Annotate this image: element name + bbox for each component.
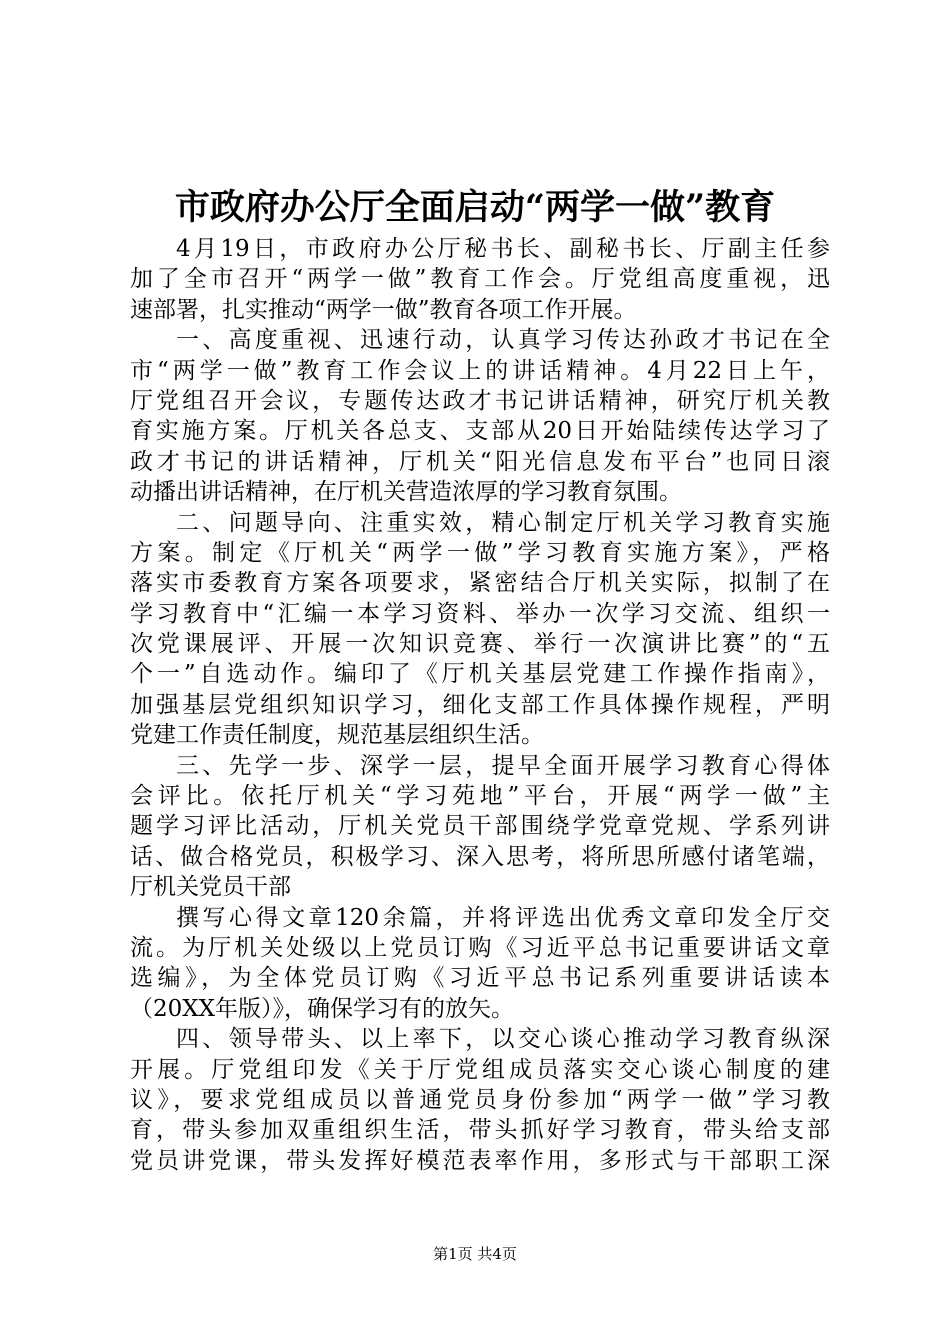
body-line-text: 个一”自选动作。编印了《厅机关基层党建工作操作指南》，: [130, 661, 830, 688]
body-line-text: 动播出讲话精神，在厅机关营造浓厚的学习教育氛围。: [130, 479, 682, 506]
body-line: [130, 659, 830, 689]
body-line: [130, 477, 830, 507]
body-line: [130, 386, 830, 416]
body-line: [130, 447, 830, 477]
body-line-text: 厅机关党员干部: [130, 874, 291, 901]
body-line-text: 流。为厅机关处级以上党员订购《习近平总书记重要讲话文章: [130, 934, 830, 961]
document-body: [130, 234, 830, 1176]
body-line-text: 题学习评比活动，厅机关党员干部围绕学党章党规、学系列讲: [130, 813, 830, 840]
body-line-text: 话、做合格党员，积极学习、深入思考，将所思所感付诸笔端，: [130, 843, 830, 870]
body-line: [130, 963, 830, 993]
body-line: [130, 781, 830, 811]
body-line-text: 选编》，为全体党员订购《习近平总书记系列重要讲话读本: [130, 965, 830, 992]
body-line-text: 落实市委教育方案各项要求，紧密结合厅机关实际，拟制了在: [130, 570, 830, 597]
body-line-text: 开展。厅党组印发《关于厅党组成员落实交心谈心制度的建: [130, 1056, 830, 1083]
page-footer: 第1页 共4页: [433, 1245, 517, 1263]
body-line: [130, 872, 830, 902]
body-line: [130, 234, 830, 264]
body-line-text: 4月19日，市政府办公厅秘书长、副秘书长、厅副主任参: [176, 236, 830, 262]
body-line-text: 二、问题导向、注重实效，精心制定厅机关学习教育实施: [176, 509, 830, 536]
body-line-text: 党建工作责任制度，规范基层组织生活。: [130, 722, 544, 749]
body-line-text: 学习教育中“汇编一本学习资料、举办一次学习交流、组织一: [130, 600, 830, 627]
body-line: [130, 751, 830, 781]
body-line-text: 育实施方案。厅机关各总支、支部从20日开始陆续传达学习了: [130, 418, 830, 445]
body-line: [130, 629, 830, 659]
body-line: [130, 264, 830, 294]
body-line-text: 加了全市召开“两学一做”教育工作会。厅党组高度重视，迅: [130, 266, 830, 293]
body-line-text: 次党课展评、开展一次知识竞赛、举行一次演讲比赛”的“五: [130, 631, 830, 658]
body-line: [130, 994, 830, 1024]
body-line-text: 厅党组召开会议，专题传达政才书记讲话精神，研究厅机关教: [130, 387, 830, 414]
body-line-text: 加强基层党组织知识学习，细化支部工作具体操作规程，严明: [130, 691, 830, 718]
body-line: [130, 811, 830, 841]
body-line: [130, 1085, 830, 1115]
body-line: [130, 325, 830, 355]
body-line-text: 四、领导带头、以上率下，以交心谈心推动学习教育纵深: [176, 1026, 830, 1053]
body-line: [130, 1024, 830, 1054]
body-line: [130, 1146, 830, 1176]
body-line: [130, 356, 830, 386]
body-line-text: 撰写心得文章120余篇，并将评选出优秀文章印发全厅交: [176, 904, 830, 931]
body-line: [130, 690, 830, 720]
body-line-text: 方案。制定《厅机关“两学一做”学习教育实施方案》，严格: [130, 539, 830, 566]
body-line-text: 育，带头参加双重组织生活，带头抓好学习教育，带头给支部: [130, 1117, 830, 1144]
body-line: [130, 508, 830, 538]
body-line: [130, 1055, 830, 1085]
body-line: [130, 416, 830, 446]
body-line: [130, 295, 830, 325]
body-line-text: 速部署，扎实推动“两学一做”教育各项工作开展。: [130, 296, 637, 323]
body-line: [130, 933, 830, 963]
body-line: [130, 720, 830, 750]
body-line-text: 市“两学一做”教育工作会议上的讲话精神。4月22日上午，: [130, 357, 830, 384]
body-line-text: 会评比。依托厅机关“学习苑地”平台，开展“两学一做”主: [130, 783, 830, 810]
body-line: [130, 1115, 830, 1145]
body-line: [130, 568, 830, 598]
body-line-text: 三、先学一步、深学一层，提早全面开展学习教育心得体: [176, 752, 830, 779]
body-line: [130, 842, 830, 872]
body-line-text: 政才书记的讲话精神，厅机关“阳光信息发布平台”也同日滚: [130, 448, 830, 475]
body-line-text: 议》，要求党组成员以普通党员身份参加“两学一做”学习教: [130, 1086, 830, 1113]
body-line: [130, 903, 830, 933]
body-line-text: （20XX年版）》，确保学习有的放矢。: [130, 995, 515, 1022]
document-title: 市政府办公厅全面启动“两学一做”教育: [174, 187, 776, 228]
body-line-text: 一、高度重视、迅速行动，认真学习传达孙政才书记在全: [176, 327, 830, 354]
body-line: [130, 538, 830, 568]
body-line-text: 党员讲党课，带头发挥好模范表率作用，多形式与干部职工深: [130, 1147, 830, 1174]
body-line: [130, 599, 830, 629]
